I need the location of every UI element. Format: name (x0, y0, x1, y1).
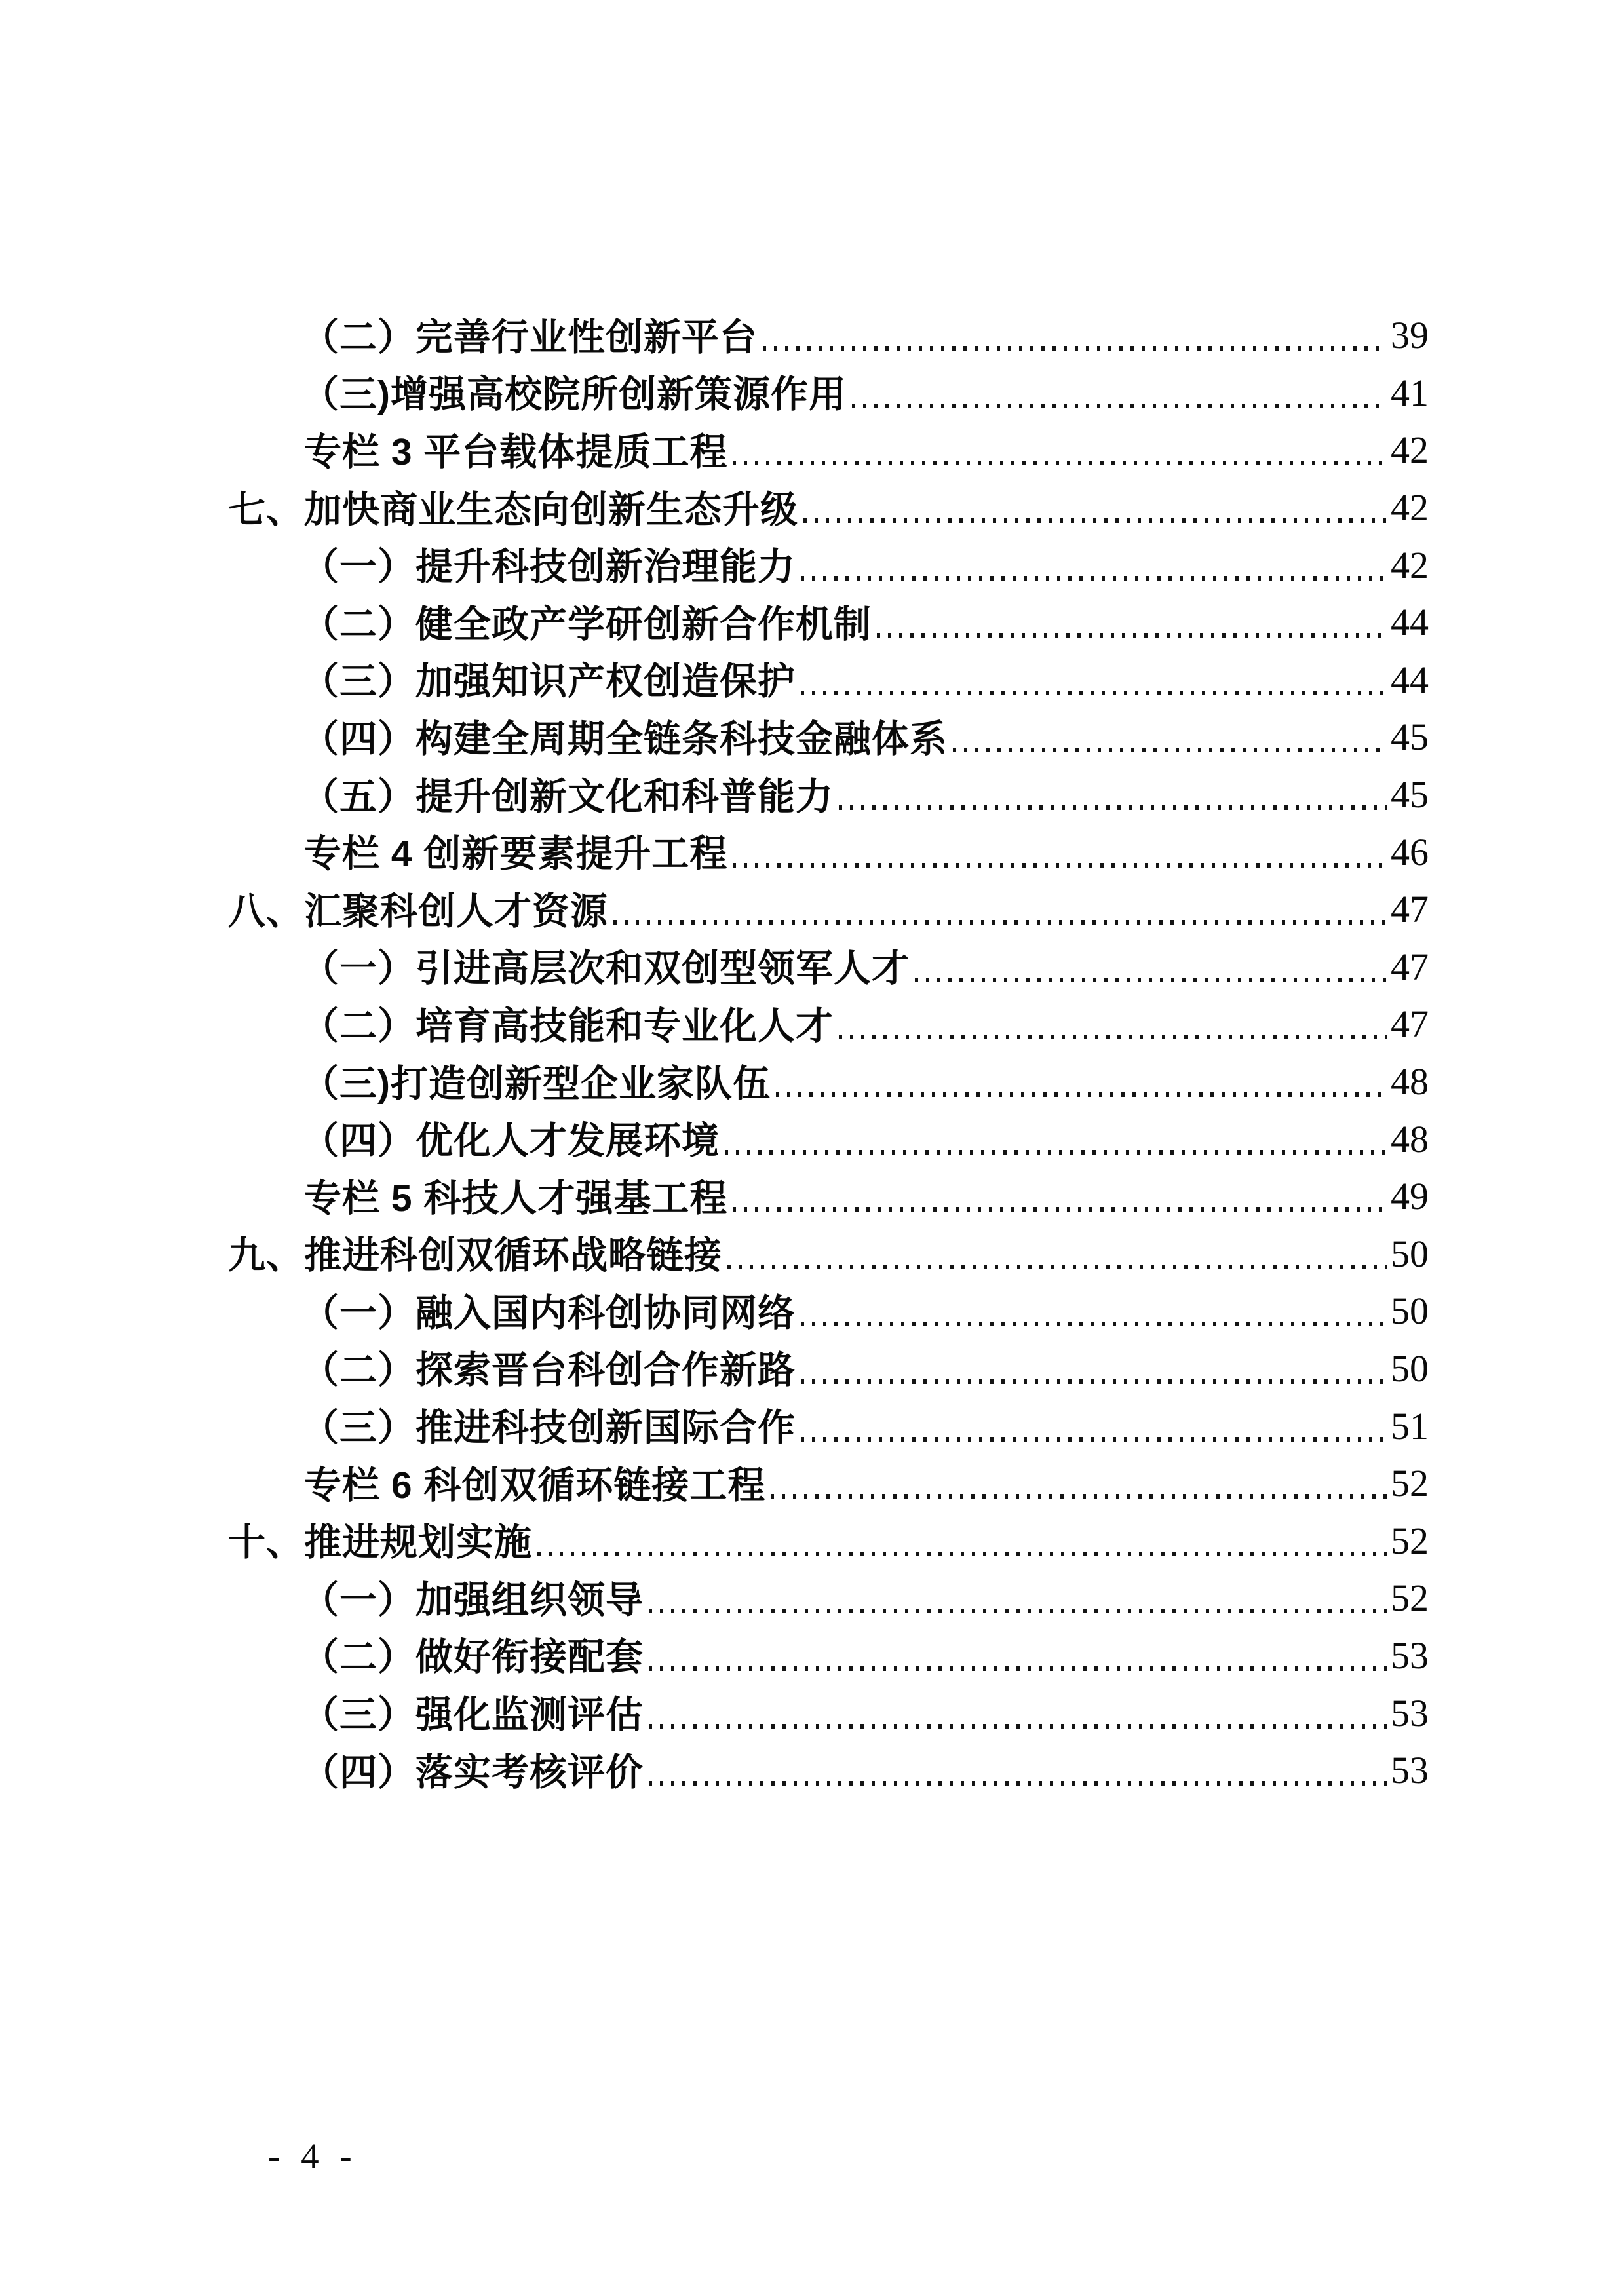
toc-entry (0, 1224, 1429, 1282)
toc-entry-page: 42 (1391, 543, 1429, 586)
toc-entry-page: 52 (1391, 1519, 1429, 1562)
dot-leader (839, 1035, 1387, 1039)
dot-leader (839, 805, 1387, 810)
toc-entry-label: （二）完善行业性创新平台 (301, 316, 758, 358)
toc-entry (0, 592, 1429, 650)
dot-leader (801, 691, 1387, 695)
toc-entry (0, 363, 1429, 421)
page-number: - 4 - (268, 2136, 358, 2176)
toc-entry-label: （二）健全政产学研创新合作机制 (301, 603, 872, 645)
toc-entry-label: （二）培育高技能和专业化人才 (301, 1004, 834, 1047)
dot-leader (725, 1150, 1387, 1155)
toc-entry-page: 48 (1391, 1117, 1429, 1160)
toc-entry-label: （二）做好衔接配套 (301, 1636, 644, 1679)
dot-leader (649, 1609, 1387, 1613)
toc-entry (0, 420, 1429, 478)
toc-entry-label: （一）引进高层次和双创型领军人才 (301, 947, 910, 990)
toc-entry (0, 937, 1429, 995)
dot-leader (649, 1781, 1387, 1786)
toc-entry (0, 1339, 1429, 1396)
toc-entry-label: （二）探索晋台科创合作新路 (301, 1349, 796, 1392)
toc-entry-label: （三）加强知识产权创造保护 (301, 660, 796, 703)
dot-leader (953, 748, 1387, 752)
dot-leader (801, 1437, 1387, 1442)
toc-entry-label: 专栏 6 科创双循环链接工程 (304, 1464, 766, 1506)
toc-entry-page: 42 (1391, 429, 1429, 472)
toc-entry-label: 专栏 5 科技人才强基工程 (304, 1177, 728, 1219)
toc-list (0, 305, 1429, 1797)
toc-entry (0, 535, 1429, 592)
toc-entry-page: 46 (1391, 830, 1429, 873)
toc-entry-page: 45 (1391, 716, 1429, 759)
toc-entry-label: （三)增强高校院所创新策源作用 (301, 373, 847, 416)
toc-entry (0, 1453, 1429, 1511)
toc-entry (0, 1626, 1429, 1683)
toc-entry (0, 822, 1429, 879)
dot-leader (852, 404, 1387, 408)
toc-entry (0, 1396, 1429, 1453)
toc-entry (0, 1740, 1429, 1798)
toc-entry (0, 994, 1429, 1052)
toc-entry-label: 专栏 4 创新要素提升工程 (304, 833, 728, 875)
toc-entry-page: 39 (1391, 314, 1429, 357)
dot-leader (727, 1265, 1387, 1269)
toc-entry (0, 1683, 1429, 1740)
toc-entry-page: 42 (1391, 486, 1429, 529)
toc-entry-label: （四）优化人才发展环境 (301, 1120, 720, 1162)
toc-entry (0, 478, 1429, 535)
toc-entry-label: （四）落实考核评价 (301, 1751, 644, 1793)
toc-entry-label: （一）加强组织领导 (301, 1578, 644, 1621)
dot-leader (915, 978, 1387, 982)
dot-leader (776, 1092, 1387, 1097)
toc-entry-page: 50 (1391, 1347, 1429, 1390)
toc-entry-label: 七、加快商业生态向创新生态升级 (228, 488, 798, 531)
dot-leader (803, 518, 1387, 523)
toc-entry-page: 50 (1391, 1232, 1429, 1275)
toc-entry (0, 707, 1429, 765)
dot-leader (733, 461, 1387, 465)
dot-leader (537, 1552, 1387, 1556)
dot-leader (801, 1322, 1387, 1326)
toc-entry-page: 41 (1391, 371, 1429, 414)
toc-entry (0, 1166, 1429, 1224)
dot-leader (733, 1207, 1387, 1212)
toc-entry (0, 1510, 1429, 1568)
toc-entry (0, 650, 1429, 708)
toc-entry-label: 八、汇聚科创人才资源 (228, 890, 608, 932)
toc-entry-page: 50 (1391, 1290, 1429, 1333)
page-footer (208, 2094, 358, 2218)
toc-entry-page: 48 (1391, 1060, 1429, 1103)
toc-entry-page: 44 (1391, 601, 1429, 644)
toc-entry-label: （四）构建全周期全链条科技金融体系 (301, 718, 948, 760)
dot-leader (763, 346, 1387, 351)
toc-entry-label: （五）提升创新文化和科普能力 (301, 775, 834, 818)
toc-entry (0, 1109, 1429, 1166)
dot-leader (649, 1666, 1387, 1671)
toc-entry-page: 51 (1391, 1404, 1429, 1447)
toc-entry-label: 十、推进规划实施 (228, 1521, 532, 1564)
dot-leader (733, 863, 1387, 868)
dot-leader (771, 1494, 1387, 1499)
toc-entry-label: （一）融入国内科创协同网络 (301, 1292, 796, 1334)
toc-entry-page: 52 (1391, 1577, 1429, 1620)
toc-entry (0, 879, 1429, 937)
toc-entry (0, 305, 1429, 363)
toc-entry-label: （三)打造创新型企业家队伍 (301, 1062, 771, 1105)
toc-entry-page: 45 (1391, 773, 1429, 816)
toc-entry (0, 1281, 1429, 1339)
toc-entry-page: 53 (1391, 1634, 1429, 1677)
dot-leader (613, 920, 1387, 925)
toc-entry-page: 47 (1391, 945, 1429, 988)
toc-entry-label: 专栏 3 平台载体提质工程 (304, 430, 728, 473)
toc-entry-page: 47 (1391, 888, 1429, 931)
dot-leader (801, 576, 1387, 581)
toc-entry-page: 52 (1391, 1462, 1429, 1505)
toc-entry (0, 765, 1429, 822)
toc-entry-page: 53 (1391, 1691, 1429, 1734)
toc-entry-label: （三）强化监测评估 (301, 1694, 644, 1736)
toc-entry-page: 53 (1391, 1749, 1429, 1792)
toc-entry (0, 1052, 1429, 1109)
dot-leader (801, 1379, 1387, 1384)
dot-leader (649, 1724, 1387, 1729)
toc-entry-label: （三）推进科技创新国际合作 (301, 1407, 796, 1449)
toc-entry-label: 九、推进科创双循环战略链接 (228, 1234, 722, 1277)
toc-entry-label: （一）提升科技创新治理能力 (301, 546, 796, 588)
dot-leader (877, 633, 1387, 638)
toc-entry (0, 1568, 1429, 1626)
toc-entry-page: 49 (1391, 1175, 1429, 1218)
toc-entry-page: 44 (1391, 658, 1429, 701)
toc-entry-page: 47 (1391, 1003, 1429, 1046)
